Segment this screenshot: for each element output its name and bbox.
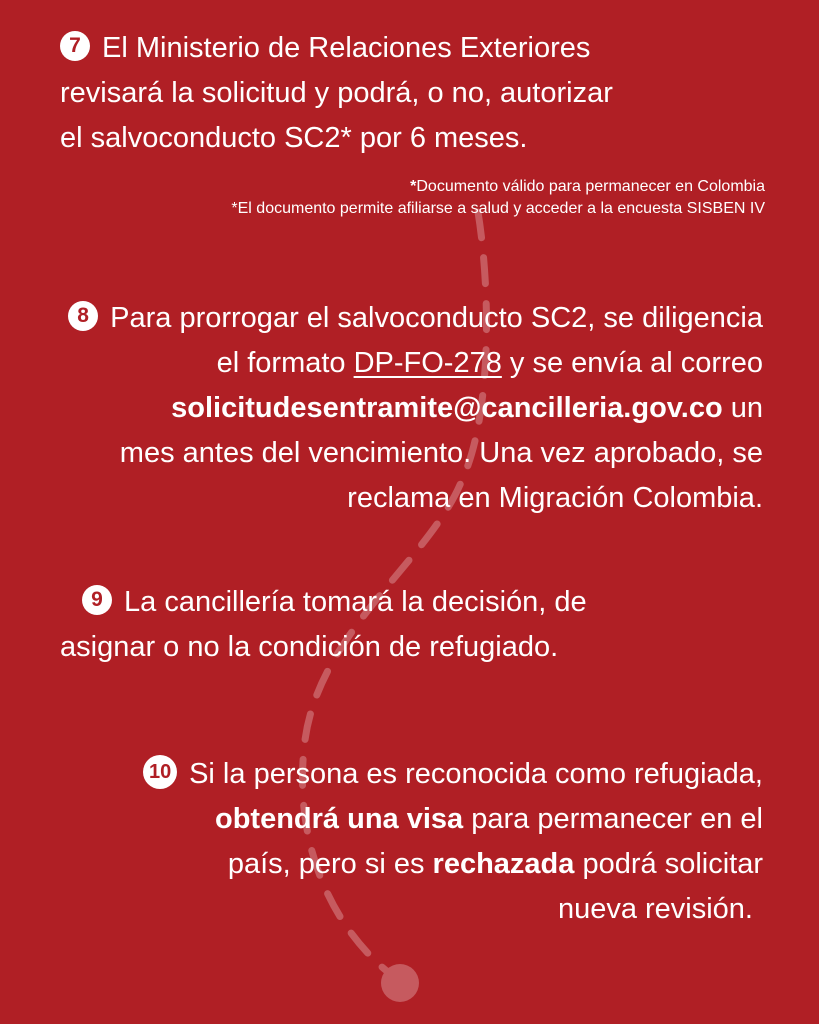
step-8 [68,296,763,521]
path-end-dot [381,964,419,1002]
email-address[interactable]: solicitudesentramite@cancilleria.gov.co [171,392,723,424]
step-8-number-badge: 8 [68,301,98,331]
step-7-number-badge: 7 [60,31,90,61]
step-8-line-4: mes antes del vencimiento. Una vez aprobado, se [119,437,763,469]
step-10-line-1: Si la persona es reconocida como refugiada, [189,758,763,790]
step-8-line-3: solicitudesentramite@cancilleria.gov.co un [171,392,763,424]
step-9-number-badge: 9 [82,585,112,615]
step-8-line-5: reclama en Migración Colombia. [347,482,763,514]
step-10-line-2: obtendrá una visa para permanecer en el [214,803,763,835]
step-10-line-3: país, pero si es rechazada podrá solicitar [227,848,763,880]
step-10 [143,752,763,932]
step-10-number-badge: 10 [143,755,177,789]
step-9-line-1: La cancillería tomará la decisión, de [124,586,587,618]
step-8-line-2: el formato DP-FO-278 y se envía al correo [216,347,763,379]
step-7-note-2: *El documento permite afiliarse a salud y acceder a la encuesta SISBEN IV [231,200,765,217]
step-7-notes [231,176,765,220]
step-8-line-1: Para prorrogar el salvoconducto SC2, se diligencia [110,302,763,334]
step-7-line-1: El Ministerio de Relaciones Exteriores [102,32,591,64]
step-9-line-2: asignar o no la condición de refugiado. [60,631,559,663]
step-7 [60,26,613,161]
step-7-line-3: el salvoconducto SC2* por 6 meses. [60,122,528,154]
step-7-line-2: revisará la solicitud y podrá, o no, autorizar [60,77,613,109]
step-10-line-4: nueva revisión. [557,893,753,925]
step-9 [60,580,587,670]
form-link-dp-fo-278[interactable]: DP-FO-278 [353,347,502,379]
step-7-note-1: *Documento válido para permanecer en Colombia [410,178,765,195]
